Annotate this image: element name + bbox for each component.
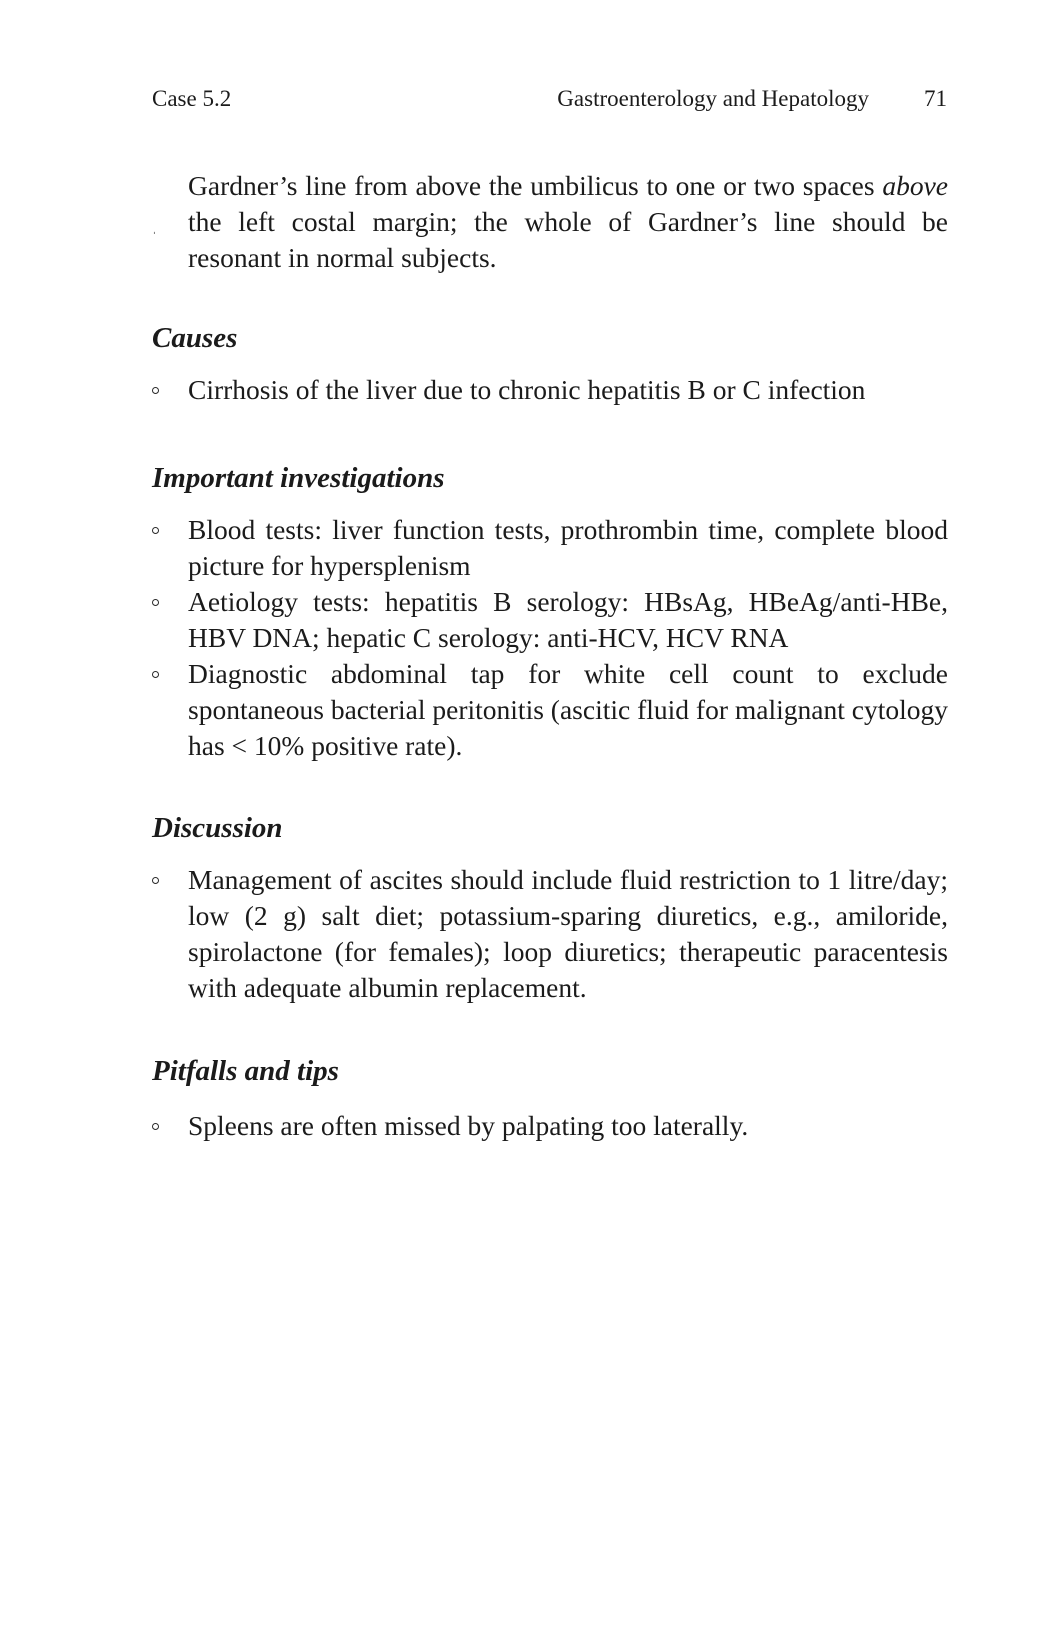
list-item	[152, 1108, 948, 1144]
chapter-title: Gastroenterology and Hepatology	[557, 86, 869, 111]
list-item	[152, 372, 948, 408]
bullet-icon	[152, 1123, 159, 1130]
margin-mark: ˌ	[152, 220, 157, 235]
pitfalls-list	[152, 1108, 948, 1144]
intro-paragraph	[188, 168, 948, 276]
intro-text-end: the left costal margin; the whole of Gardner’s line should be resonant in normal subjects.	[188, 206, 948, 273]
list-item-text: Diagnostic abdominal tap for white cell count to exclude spontaneous bacterial peritonitis (ascitic fluid for malignant cytology has < 10% positive rate).	[188, 658, 948, 761]
section-title-causes: Causes	[152, 322, 238, 354]
list-item	[152, 584, 948, 656]
discussion-list	[152, 862, 948, 1006]
section-title-discussion: Discussion	[152, 812, 283, 844]
list-item-text: Cirrhosis of the liver due to chronic hepatitis B or C infection	[188, 374, 866, 405]
list-item-text: Aetiology tests: hepatitis B serology: HBsAg, HBeAg/anti-HBe, HBV DNA; hepatic C serology: anti-HCV, HCV RNA	[188, 586, 948, 653]
list-item	[152, 862, 948, 1006]
list-item	[152, 656, 948, 764]
list-item-text: Blood tests: liver function tests, prothrombin time, complete blood picture for hypersplenism	[188, 514, 948, 581]
intro-emphasis: above	[882, 170, 948, 201]
section-title-investigations: Important investigations	[152, 462, 445, 494]
list-item-text: Management of ascites should include fluid restriction to 1 litre/day; low (2 g) salt diet; potassium-sparing diuretics, e.g., amiloride, spirolactone (for females); loop diuretics; therapeutic paracentesis with adequate albumin replacement.	[188, 864, 948, 1003]
list-item	[152, 512, 948, 584]
bullet-icon	[152, 877, 159, 884]
investigations-list	[152, 512, 948, 764]
section-title-pitfalls: Pitfalls and tips	[152, 1055, 339, 1087]
intro-text-start: Gardner’s line from above the umbilicus to one or two spaces	[188, 170, 883, 201]
page-number: 71	[924, 86, 947, 111]
bullet-icon	[152, 671, 159, 678]
running-header	[152, 86, 947, 120]
bullet-icon	[152, 599, 159, 606]
list-item-text: Spleens are often missed by palpating too laterally.	[188, 1110, 749, 1141]
causes-list	[152, 372, 948, 408]
bullet-icon	[152, 387, 159, 394]
case-label: Case 5.2	[152, 86, 232, 111]
bullet-icon	[152, 527, 159, 534]
